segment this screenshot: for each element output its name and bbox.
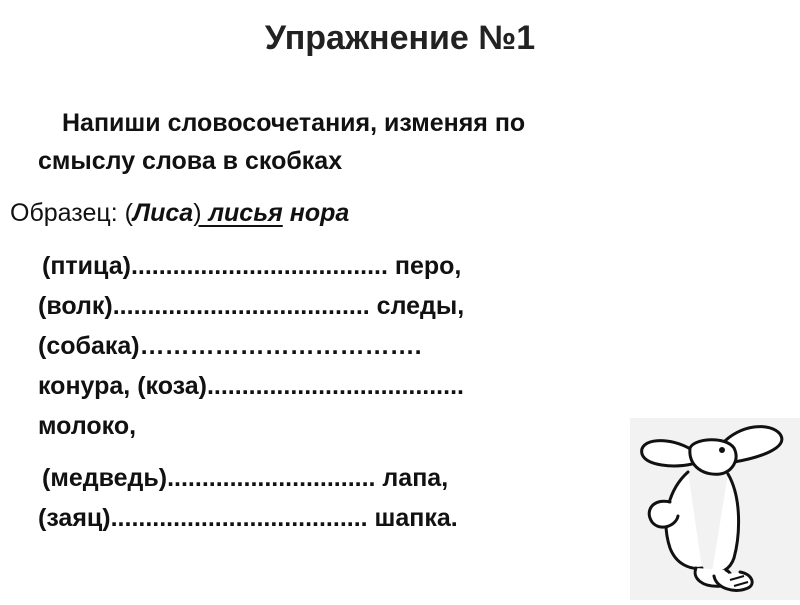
instruction-line-1: Напиши словосочетания, изменяя по [62,109,526,137]
exercise-line: (птица)..................................... перо, [42,252,462,280]
sample-answer: лисья [208,199,283,227]
sample-word: Лиса [132,199,194,227]
instruction [38,104,738,180]
exercise-line: (волк)..................................... следы, [38,292,465,320]
sample-example [10,194,349,232]
instruction-line-2: смыслу слова в скобках [38,147,343,175]
sample-close-bracket: ) лисья [193,199,283,227]
sample-label: Образец: ( [10,199,133,227]
exercise-line: (медведь).............................. лапа, [42,464,449,492]
exercise-group-1 [38,246,638,446]
exercise-line: (собака)……………………………. [38,332,422,360]
exercise-line: молоко, [38,412,137,440]
exercise-line: (заяц)..................................... шапка. [38,504,458,532]
rabbit-illustration [630,418,800,600]
sample-noun: нора [289,199,350,227]
rabbit-icon [630,418,800,600]
page-title: Упражнение №1 [264,19,536,57]
exercise-group-2 [38,458,638,538]
exercise-line: конура, (коза)..................................... [38,372,464,400]
